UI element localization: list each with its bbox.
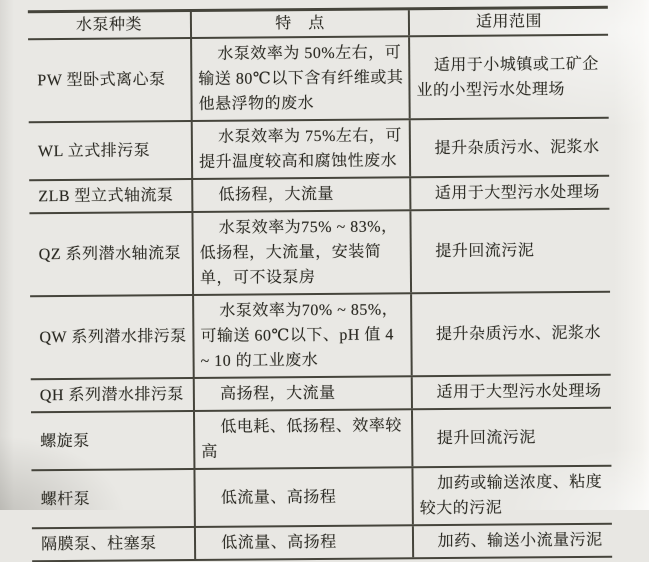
features-cell: [191, 120, 409, 178]
header-cell-scope: [408, 9, 608, 36]
header-pump-type-label: 水泵种类: [75, 16, 143, 34]
features-cell: [191, 178, 409, 211]
features-cell-text: 低流量、高扬程: [221, 533, 337, 552]
pump-type-cell: [29, 213, 192, 295]
features-cell-text: 水泵效率为75% ~ 83%，低扬程，大流量，安装简单，可不设泵房: [199, 218, 398, 287]
table-row: [31, 376, 611, 414]
pump-type-cell-text: 螺旋泵: [40, 432, 90, 450]
features-cell-text: 水泵效率为70% ~ 85%，可输送 60℃以下、pH 值 4 ~ 10 的工业废水: [200, 301, 399, 370]
pump-table-body: [28, 36, 612, 562]
pump-type-cell: [30, 296, 193, 378]
features-cell: [190, 37, 409, 120]
scope-cell: [411, 409, 611, 467]
table-row: [28, 36, 609, 124]
header-cell-features: [190, 10, 408, 37]
pump-type-cell: [31, 412, 193, 469]
scope-cell: [411, 467, 611, 525]
pump-type-cell-text: WL 立式排污泵: [37, 141, 151, 160]
features-cell-text: 高扬程，大流量: [219, 384, 336, 403]
pump-type-cell-text: 隔膜泵、柱塞泵: [40, 535, 157, 554]
features-cell: [192, 294, 411, 377]
table-header-row: [28, 6, 608, 41]
table-row: [29, 119, 609, 182]
scope-cell: [411, 376, 611, 409]
features-cell: [191, 211, 410, 294]
pump-type-cell-text: QW 系列潜水排污泵: [39, 328, 187, 347]
table-row: [30, 293, 611, 381]
scope-cell-text: 适用于大型污水处理场: [436, 382, 602, 402]
pump-type-cell-text: QZ 系列潜水轴流泵: [38, 245, 182, 264]
pump-type-cell-text: QH 系列潜水排污泵: [39, 386, 185, 405]
scope-cell-text: 提升回流污泥: [435, 242, 535, 261]
scope-cell-text: 加药、输送小流量污泥: [437, 531, 603, 551]
features-cell-text: 水泵效率为 50%左右，可输送 80℃以下含有纤维或其他悬浮物的废水: [198, 44, 404, 113]
scope-cell: [409, 210, 610, 293]
features-cell: [193, 377, 411, 410]
scope-cell: [412, 525, 612, 558]
scope-cell: [410, 293, 611, 376]
table-row: [31, 409, 611, 472]
table-row: [31, 467, 611, 530]
scope-cell-text: 提升杂质污水、泥浆水: [435, 324, 602, 344]
pump-table: [28, 6, 612, 562]
pump-type-cell-text: PW 型卧式离心泵: [37, 71, 166, 90]
scope-cell-text: 加药或输送浓度、粘度较大的污泥: [419, 473, 603, 518]
header-features-label: 特 点: [275, 14, 325, 33]
scope-cell-text: 适用于小城镇或工矿企业的小型污水处理场: [416, 55, 599, 99]
features-cell-text: 低扬程，大流量: [218, 185, 335, 204]
scope-cell: [409, 119, 609, 177]
header-cell-pump-type: [28, 12, 190, 38]
scope-cell: [408, 36, 609, 119]
features-cell: [193, 410, 411, 468]
scope-cell: [409, 177, 609, 210]
features-cell: [193, 468, 411, 526]
pump-type-cell: [31, 470, 193, 527]
pump-type-cell: [28, 39, 191, 121]
table-row: [32, 525, 612, 562]
features-cell: [194, 526, 412, 559]
pump-type-cell: [31, 379, 193, 411]
pump-type-cell: [29, 122, 191, 179]
pump-type-cell: [32, 528, 194, 560]
scope-cell-text: 适用于大型污水处理场: [434, 183, 600, 203]
features-cell-text: 低电耗、低扬程、效率较高: [201, 417, 402, 461]
table-row: [29, 177, 609, 215]
pump-type-cell-text: ZLB 型立式轴流泵: [38, 187, 174, 206]
pump-type-cell-text: 螺杆泵: [40, 490, 91, 508]
scope-cell-text: 提升回流污泥: [436, 428, 536, 447]
pump-type-cell: [29, 180, 191, 212]
scope-cell-text: 提升杂质污水、泥浆水: [434, 138, 600, 157]
table-row: [29, 210, 610, 298]
features-cell-text: 水泵效率为 75%左右，可提升温度较高和腐蚀性废水: [198, 127, 402, 171]
features-cell-text: 低流量、高扬程: [220, 488, 337, 507]
header-scope-label: 适用范围: [475, 13, 543, 31]
